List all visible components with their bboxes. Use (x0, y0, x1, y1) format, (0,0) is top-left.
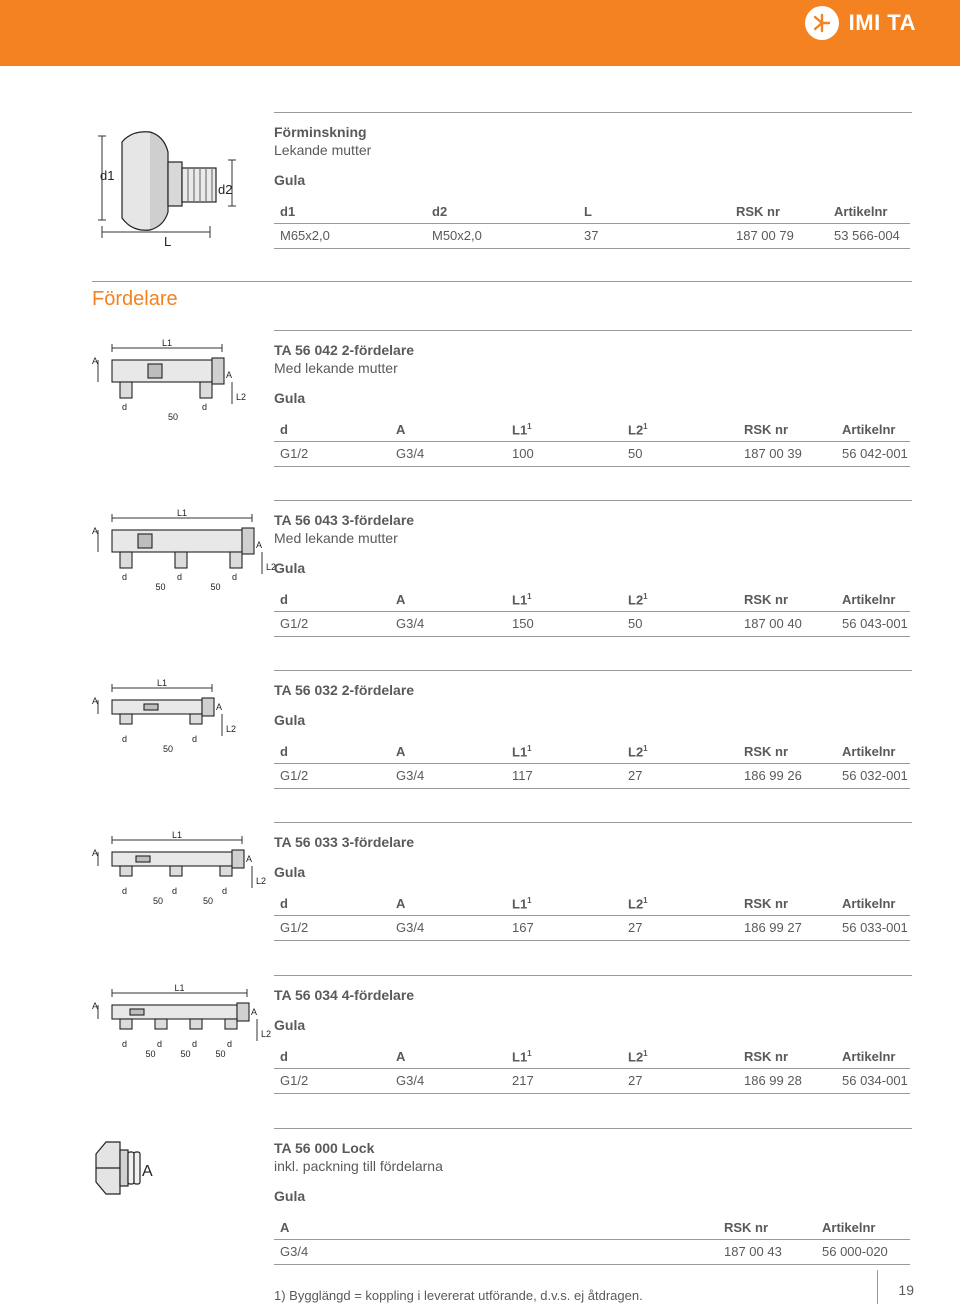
product-title: TA 56 034 4-fördelare (274, 987, 415, 1003)
block-rule (274, 670, 912, 671)
product-color: Gula (274, 390, 306, 406)
dim-d: d (202, 402, 208, 412)
dim-L2: L2 (256, 876, 267, 886)
dim-d: d (122, 886, 128, 896)
product-subtitle: Med lekande mutter (274, 360, 398, 376)
table-header-row (274, 589, 910, 612)
dim-A: A (92, 356, 99, 366)
dim-50: 50 (153, 896, 164, 906)
product-block (92, 330, 912, 460)
col-5: Artikelnr (836, 741, 910, 764)
block-rule (274, 1128, 912, 1129)
product-subtitle: Med lekande mutter (274, 530, 398, 546)
col-1: A (390, 1046, 506, 1069)
dim-50: 50 (180, 1049, 191, 1059)
col-2: $L1^1$ (506, 1046, 622, 1069)
product-subtitle: inkl. packning till fördelarna (274, 1158, 443, 1174)
col-rsk: RSK nr (718, 1217, 816, 1240)
manifold-drawing (92, 680, 262, 770)
product-title: TA 56 043 3-fördelare (274, 512, 415, 528)
col-2: $L1^1$ (506, 741, 622, 764)
dim-d: d (177, 572, 183, 582)
dim-50: 50 (155, 582, 166, 592)
footnote-mark: 1 (643, 896, 648, 905)
col-3: $L2^1$ (622, 419, 738, 442)
reducer-block (92, 112, 912, 252)
cell-5: 56 034-001 (836, 1069, 910, 1094)
block-rule (274, 330, 912, 331)
col-0: d (274, 589, 390, 612)
dim-d1: d1 (100, 168, 115, 183)
col-3: $L2^1$ (622, 1046, 738, 1069)
dim-d: d (192, 1039, 198, 1049)
cell-artikelnr: 53 566-004 (828, 224, 910, 249)
product-title: TA 56 000 Lock (274, 1140, 375, 1156)
dim-A: A (92, 526, 99, 536)
product-block (92, 975, 912, 1105)
dim-A2: A (246, 854, 253, 864)
dim-d2: d2 (218, 182, 233, 197)
cell-d2: M50x2,0 (426, 224, 578, 249)
cell-0: G1/2 (274, 442, 390, 467)
cell-4: 186 99 27 (738, 916, 836, 941)
cell-3: 27 (622, 764, 738, 789)
dim-L1: L1 (177, 508, 188, 518)
cell-0: G1/2 (274, 764, 390, 789)
dim-50: 50 (168, 412, 179, 422)
dim-50: 50 (163, 744, 174, 754)
dim-d: d (122, 734, 128, 744)
col-5: Artikelnr (836, 589, 910, 612)
table-header-row (274, 1046, 910, 1069)
table-row (274, 1240, 910, 1265)
cell-4: 186 99 28 (738, 1069, 836, 1094)
footnote-mark: 1 (527, 1049, 532, 1058)
cell-4: 187 00 40 (738, 612, 836, 637)
product-table (274, 419, 910, 467)
block-rule (274, 500, 912, 501)
col-4: RSK nr (738, 893, 836, 916)
table-row (274, 442, 910, 467)
page-divider (877, 1270, 878, 1304)
cell-0: G1/2 (274, 916, 390, 941)
dim-A: A (92, 696, 99, 706)
cell-1: G3/4 (390, 916, 506, 941)
manifold-drawing (92, 830, 267, 922)
cell-5: 56 032-001 (836, 764, 910, 789)
cell-2: 217 (506, 1069, 622, 1094)
footnote-mark: 1 (643, 744, 648, 753)
col-artikelnr: Artikelnr (816, 1217, 910, 1240)
product-block (92, 822, 912, 952)
cell-5: 56 042-001 (836, 442, 910, 467)
col-5: Artikelnr (836, 1046, 910, 1069)
dim-d: d (227, 1039, 233, 1049)
col-1: A (390, 589, 506, 612)
dim-L1: L1 (157, 678, 168, 688)
dim-d: d (232, 572, 238, 582)
dim-d: d (157, 1039, 163, 1049)
product-title: TA 56 042 2-fördelare (274, 342, 415, 358)
cell-rsk: 187 00 79 (730, 224, 828, 249)
product-color: Gula (274, 172, 306, 188)
cell-1: G3/4 (390, 1069, 506, 1094)
cell-5: 56 033-001 (836, 916, 910, 941)
col-1: A (390, 741, 506, 764)
product-color: Gula (274, 1017, 306, 1033)
col-0: d (274, 741, 390, 764)
table-row (274, 1069, 910, 1094)
cell-2: 167 (506, 916, 622, 941)
product-table (274, 589, 910, 637)
cell-d1: M65x2,0 (274, 224, 426, 249)
manifold-drawing (92, 983, 272, 1075)
dim-L2: L2 (266, 562, 277, 572)
cell-0: G1/2 (274, 612, 390, 637)
cell-2: 100 (506, 442, 622, 467)
table-header-row (274, 201, 910, 224)
cell-0: G1/2 (274, 1069, 390, 1094)
product-color: Gula (274, 712, 306, 728)
dim-L2: L2 (226, 724, 237, 734)
dim-d: d (172, 886, 178, 896)
cell-1: G3/4 (390, 442, 506, 467)
cell-artikelnr: 56 000-020 (816, 1240, 910, 1265)
imi-logo-icon (805, 6, 839, 40)
col-0: d (274, 893, 390, 916)
dim-A2: A (216, 702, 223, 712)
product-table (274, 1046, 910, 1094)
col-artikelnr: Artikelnr (828, 201, 910, 224)
table-row (274, 224, 910, 249)
product-title: TA 56 033 3-fördelare (274, 834, 415, 850)
col-5: Artikelnr (836, 419, 910, 442)
footnote-mark: 1 (643, 1049, 648, 1058)
cell-5: 56 043-001 (836, 612, 910, 637)
dim-L1: L1 (162, 338, 173, 348)
dim-d: d (122, 1039, 128, 1049)
dim-A2: A (251, 1007, 258, 1017)
cell-2: 150 (506, 612, 622, 637)
brand-header-bar (0, 0, 960, 66)
col-4: RSK nr (738, 1046, 836, 1069)
cell-rsk: 187 00 43 (718, 1240, 816, 1265)
cell-3: 50 (622, 442, 738, 467)
col-0: d (274, 1046, 390, 1069)
product-table (274, 201, 910, 249)
dim-50: 50 (215, 1049, 226, 1059)
col-3: $L2^1$ (622, 589, 738, 612)
dim-d: d (222, 886, 228, 896)
footnote: 1) Bygglängd = koppling i levererat utförande, d.v.s. ej åtdragen. (274, 1288, 643, 1303)
product-table (274, 1217, 910, 1265)
dim-A: A (92, 1001, 99, 1011)
page-number: 19 (898, 1282, 914, 1298)
dim-L: L (164, 234, 172, 249)
section-title: Fördelare (92, 288, 178, 310)
brand-logo (805, 6, 916, 40)
lock-block (92, 1128, 912, 1258)
col-2: $L1^1$ (506, 589, 622, 612)
col-d1: d1 (274, 201, 426, 224)
cell-3: 50 (622, 612, 738, 637)
col-1: A (390, 419, 506, 442)
cell-4: 187 00 39 (738, 442, 836, 467)
col-2: $L1^1$ (506, 419, 622, 442)
dim-50: 50 (210, 582, 221, 592)
cell-1: G3/4 (390, 764, 506, 789)
product-title: Förminskning (274, 124, 367, 140)
col-A: A (274, 1217, 718, 1240)
reducer-drawing (92, 122, 262, 250)
block-rule (274, 975, 912, 976)
product-block (92, 500, 912, 630)
dim-d: d (192, 734, 198, 744)
product-table (274, 893, 910, 941)
dim-A2: A (256, 540, 263, 550)
product-color: Gula (274, 560, 306, 576)
manifold-drawing (92, 340, 262, 430)
cell-A: G3/4 (274, 1240, 718, 1265)
product-color: Gula (274, 864, 306, 880)
dim-L1: L1 (172, 830, 183, 840)
footnote-mark: 1 (527, 896, 532, 905)
footnote-mark: 1 (527, 422, 532, 431)
col-4: RSK nr (738, 741, 836, 764)
cell-1: G3/4 (390, 612, 506, 637)
section-rule (92, 281, 912, 282)
dim-A: A (92, 848, 99, 858)
table-header-row (274, 419, 910, 442)
footnote-mark: 1 (527, 744, 532, 753)
col-L: L (578, 201, 730, 224)
col-2: $L1^1$ (506, 893, 622, 916)
product-color: Gula (274, 1188, 306, 1204)
col-0: d (274, 419, 390, 442)
product-title: TA 56 032 2-fördelare (274, 682, 415, 698)
table-header-row (274, 893, 910, 916)
dim-50: 50 (145, 1049, 156, 1059)
table-header-row (274, 741, 910, 764)
dim-L1: L1 (174, 983, 185, 993)
cell-4: 186 99 26 (738, 764, 836, 789)
col-rsk: RSK nr (730, 201, 828, 224)
cell-2: 117 (506, 764, 622, 789)
cell-3: 27 (622, 916, 738, 941)
table-row (274, 764, 910, 789)
brand-name: IMI TA (848, 10, 916, 35)
dim-d: d (122, 402, 128, 412)
footnote-mark: 1 (527, 592, 532, 601)
cell-3: 27 (622, 1069, 738, 1094)
col-5: Artikelnr (836, 893, 910, 916)
footnote-mark: 1 (643, 592, 648, 601)
dim-A2: A (226, 370, 233, 380)
manifold-drawing (92, 508, 277, 600)
dim-50: 50 (203, 896, 214, 906)
dim-d: d (122, 572, 128, 582)
block-rule (274, 112, 912, 113)
table-row (274, 612, 910, 637)
cell-L: 37 (578, 224, 730, 249)
col-4: RSK nr (738, 419, 836, 442)
product-table (274, 741, 910, 789)
product-block (92, 670, 912, 800)
product-subtitle: Lekande mutter (274, 142, 372, 158)
dim-L2: L2 (261, 1029, 272, 1039)
block-rule (274, 822, 912, 823)
col-d2: d2 (426, 201, 578, 224)
lock-drawing (92, 1136, 262, 1208)
col-1: A (390, 893, 506, 916)
col-4: RSK nr (738, 589, 836, 612)
footnote-mark: 1 (643, 422, 648, 431)
dim-L2: L2 (236, 392, 247, 402)
lock-dim-A: A (142, 1163, 153, 1180)
table-header-row (274, 1217, 910, 1240)
col-3: $L2^1$ (622, 893, 738, 916)
table-row (274, 916, 910, 941)
col-3: $L2^1$ (622, 741, 738, 764)
